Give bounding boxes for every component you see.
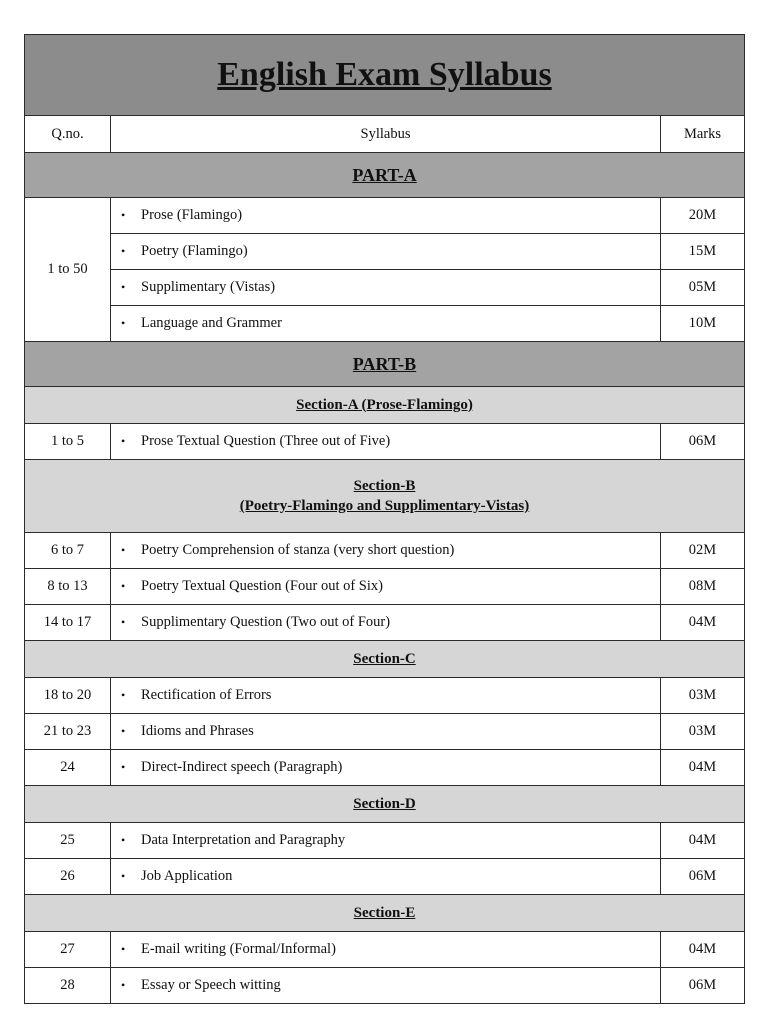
syllabus-item: Data Interpretation and Paragraphy — [141, 832, 346, 848]
bullet-icon: • — [121, 208, 126, 223]
table-row — [25, 932, 745, 968]
marks-value: 06M — [661, 424, 745, 460]
section-b-sublabel: (Poetry-Flamingo and Supplimentary-Vistas) — [239, 498, 530, 514]
header-syllabus: Syllabus — [111, 116, 661, 153]
marks-value: 10M — [661, 306, 745, 342]
section-b-row — [25, 460, 745, 533]
syllabus-item: Poetry Comprehension of stanza (very short question) — [141, 542, 455, 558]
qno-value: 18 to 20 — [25, 678, 111, 714]
marks-value: 20M — [661, 198, 745, 234]
bullet-icon: • — [121, 244, 126, 259]
header-row — [25, 116, 745, 153]
marks-value: 15M — [661, 234, 745, 270]
bullet-icon: • — [121, 833, 126, 848]
table-row — [25, 198, 745, 234]
syllabus-item: Rectification of Errors — [141, 687, 272, 703]
bullet-icon: • — [121, 543, 126, 558]
marks-value: 04M — [661, 605, 745, 641]
table-row — [25, 968, 745, 1004]
syllabus-item: Prose Textual Question (Three out of Five) — [141, 433, 391, 449]
table-row — [25, 234, 745, 270]
qno-value: 14 to 17 — [25, 605, 111, 641]
table-row — [25, 750, 745, 786]
qno-value: 1 to 5 — [25, 424, 111, 460]
section-a-row — [25, 387, 745, 424]
bullet-icon: • — [121, 615, 126, 630]
part-a-row — [25, 153, 745, 198]
marks-value: 04M — [661, 750, 745, 786]
section-a-label: Section-A (Prose-Flamingo) — [296, 396, 473, 413]
table-row — [25, 533, 745, 569]
qno-value: 8 to 13 — [25, 569, 111, 605]
header-marks: Marks — [661, 116, 745, 153]
section-e-label: Section-E — [353, 904, 416, 921]
qno-value: 28 — [25, 968, 111, 1004]
table-row — [25, 823, 745, 859]
qno-value: 25 — [25, 823, 111, 859]
table-row — [25, 569, 745, 605]
bullet-icon: • — [121, 942, 126, 957]
bullet-icon: • — [121, 688, 126, 703]
bullet-icon: • — [121, 579, 126, 594]
part-b-label: PART-B — [352, 353, 417, 374]
marks-value: 05M — [661, 270, 745, 306]
marks-value: 06M — [661, 859, 745, 895]
syllabus-item: Direct-Indirect speech (Paragraph) — [141, 759, 343, 775]
syllabus-item: Poetry Textual Question (Four out of Six) — [141, 578, 383, 594]
bullet-icon: • — [121, 760, 126, 775]
section-e-row — [25, 895, 745, 932]
table-row — [25, 270, 745, 306]
syllabus-item: Supplimentary (Vistas) — [141, 279, 276, 295]
header-qno: Q.no. — [25, 116, 111, 153]
page-title: English Exam Syllabus — [217, 56, 552, 93]
part-a-label: PART-A — [352, 164, 417, 185]
syllabus-item: Language and Grammer — [141, 315, 282, 331]
marks-value: 03M — [661, 678, 745, 714]
qno-value: 26 — [25, 859, 111, 895]
marks-value: 02M — [661, 533, 745, 569]
syllabus-item: Prose (Flamingo) — [141, 207, 243, 223]
qno-value: 6 to 7 — [25, 533, 111, 569]
table-row — [25, 859, 745, 895]
table-row — [25, 306, 745, 342]
section-b-label: Section-B — [353, 478, 416, 494]
syllabus-item: E-mail writing (Formal/Informal) — [141, 941, 336, 957]
syllabus-item: Poetry (Flamingo) — [141, 243, 248, 259]
syllabus-item: Essay or Speech witting — [141, 977, 281, 993]
bullet-icon: • — [121, 978, 126, 993]
qno-value: 24 — [25, 750, 111, 786]
qno-value: 21 to 23 — [25, 714, 111, 750]
qno-value: 27 — [25, 932, 111, 968]
section-c-row — [25, 641, 745, 678]
marks-value: 04M — [661, 823, 745, 859]
bullet-icon: • — [121, 280, 126, 295]
marks-value: 08M — [661, 569, 745, 605]
bullet-icon: • — [121, 724, 126, 739]
marks-value: 04M — [661, 932, 745, 968]
title-cell — [25, 35, 745, 116]
section-d-label: Section-D — [353, 795, 416, 812]
part-b-row — [25, 342, 745, 387]
section-c-label: Section-C — [353, 650, 416, 667]
syllabus-item: Job Application — [141, 868, 233, 884]
table-row — [25, 678, 745, 714]
marks-value: 06M — [661, 968, 745, 1004]
marks-value: 03M — [661, 714, 745, 750]
section-d-row — [25, 786, 745, 823]
table-row — [25, 714, 745, 750]
part-a-qno: 1 to 50 — [25, 198, 111, 342]
table-row — [25, 424, 745, 460]
syllabus-item: Idioms and Phrases — [141, 723, 254, 739]
bullet-icon: • — [121, 869, 126, 884]
bullet-icon: • — [121, 316, 126, 331]
bullet-icon: • — [121, 434, 126, 449]
table-row — [25, 605, 745, 641]
syllabus-item: Supplimentary Question (Two out of Four) — [141, 614, 391, 630]
syllabus-table — [24, 34, 745, 1004]
